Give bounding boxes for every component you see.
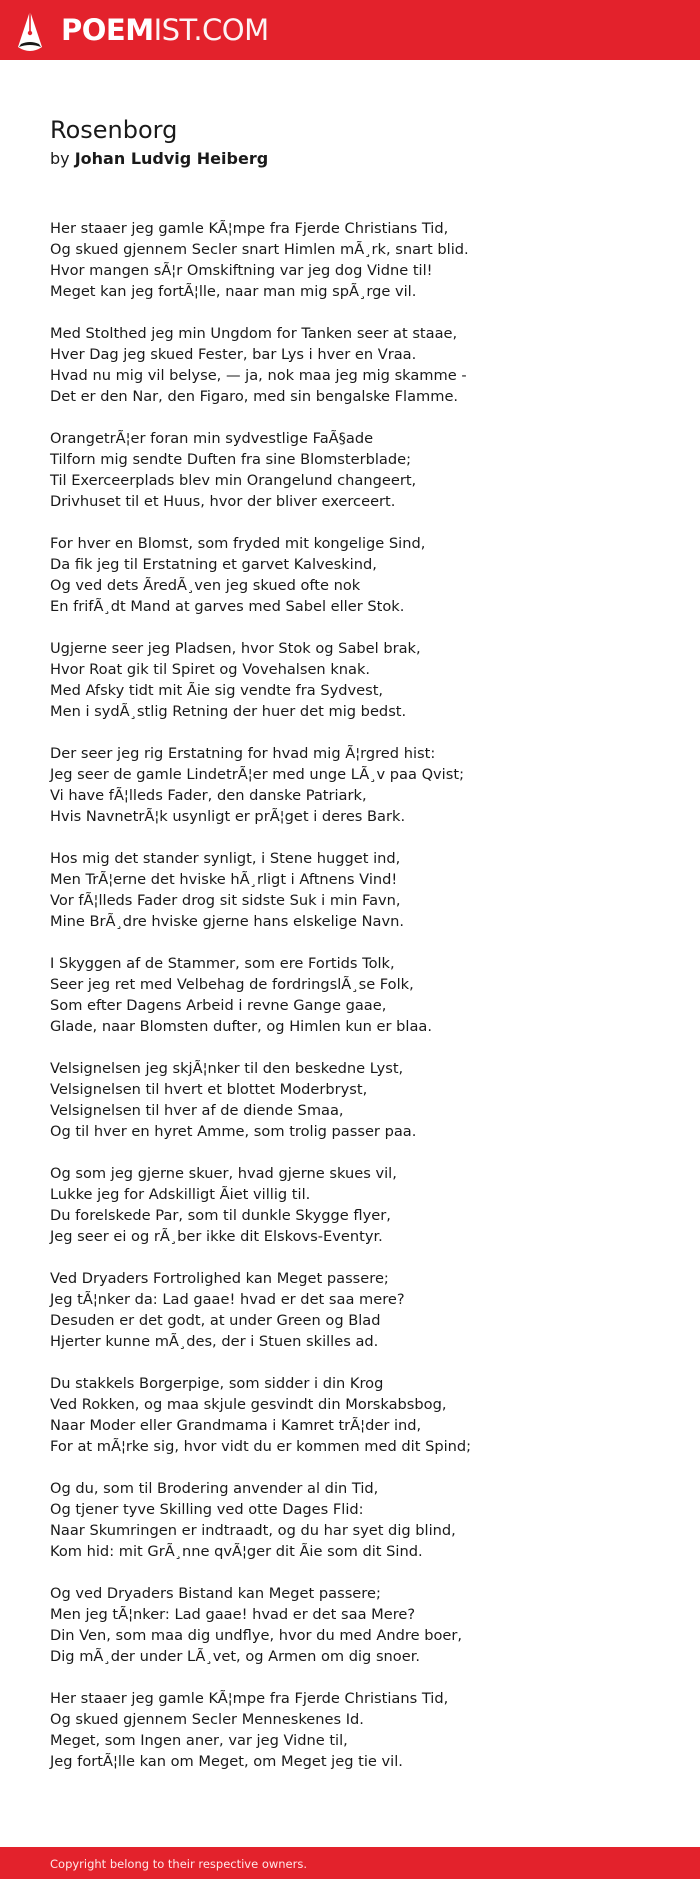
poem-line: Tilforn mig sendte Duften fra sine Blomsterblade; xyxy=(50,451,412,468)
poem-stanza xyxy=(50,218,670,302)
poem-stanza xyxy=(50,323,670,407)
poem-line: Vor fÃ¦lleds Fader drog sit sidste Suk i min Favn, xyxy=(50,892,401,909)
poem-line: Jeg seer ei og rÃ¸ber ikke dit Elskovs-Eventyr. xyxy=(50,1228,383,1245)
poem-line: Du forelskede Par, som til dunkle Skygge flyer, xyxy=(50,1207,391,1224)
poem-line: Og du, som til Brodering anvender al din Tid, xyxy=(50,1480,379,1497)
poem-line: Jeg tÃ¦nker da: Lad gaae! hvad er det saa mere? xyxy=(50,1291,405,1308)
poem-line: Din Ven, som maa dig undflye, hvor du med Andre boer, xyxy=(50,1627,463,1644)
poem-line: Ved Rokken, og maa skjule gesvindt din Morskabsbog, xyxy=(50,1396,447,1413)
poem-line: Og skued gjennem Secler snart Himlen mÃ¸rk, snart blid. xyxy=(50,241,469,258)
poem-byline xyxy=(50,148,268,170)
poem-stanza xyxy=(50,1268,670,1352)
poem-line: Hver Dag jeg skued Fester, bar Lys i hver en Vraa. xyxy=(50,346,417,363)
poem-line: Men jeg tÃ¦nker: Lad gaae! hvad er det saa Mere? xyxy=(50,1606,416,1623)
poem-line: Med Afsky tidt mit Ãie sig vendte fra Sydvest, xyxy=(50,682,384,699)
poem-line: Og ved dets ÃredÃ¸ven jeg skued ofte nok xyxy=(50,577,361,594)
poem-line: Hvor Roat gik til Spiret og Vovehalsen knak. xyxy=(50,661,371,678)
brand-name-bold: POEM xyxy=(61,13,154,47)
poem-line: Jeg seer de gamle LindetrÃ¦er med unge LÃ¸v paa Qvist; xyxy=(50,766,464,783)
poem-line: Dig mÃ¸der under LÃ¸vet, og Armen om dig snoer. xyxy=(50,1648,421,1665)
poem-line: Hvad nu mig vil belyse, — ja, nok maa jeg mig skamme - xyxy=(50,367,467,384)
author-name[interactable]: Johan Ludvig Heiberg xyxy=(74,149,269,168)
poem-stanza xyxy=(50,533,670,617)
poem-line: Drivhuset til et Huus, hvor der bliver exerceert. xyxy=(50,493,396,510)
poem-line: Da fik jeg til Erstatning et garvet Kalveskind, xyxy=(50,556,377,573)
poem-stanza xyxy=(50,1583,670,1667)
poem-stanza xyxy=(50,1688,670,1772)
poem-stanza xyxy=(50,743,670,827)
poem-line: Ved Dryaders Fortrolighed kan Meget passere; xyxy=(50,1270,389,1287)
poem-line: Meget, som Ingen aner, var jeg Vidne til, xyxy=(50,1732,348,1749)
poem-line: Hvis NavnetrÃ¦k usynligt er prÃ¦get i deres Bark. xyxy=(50,808,406,825)
poem-line: Men i sydÃ¸stlig Retning der huer det mig bedst. xyxy=(50,703,407,720)
poem-line: Som efter Dagens Arbeid i revne Gange gaae, xyxy=(50,997,387,1014)
poem-line: Her staaer jeg gamle KÃ¦mpe fra Fjerde Christians Tid, xyxy=(50,220,449,237)
poem-line: Og tjener tyve Skilling ved otte Dages Flid: xyxy=(50,1501,364,1518)
poem-line: En frifÃ¸dt Mand at garves med Sabel eller Stok. xyxy=(50,598,405,615)
poem-line: Ugjerne seer jeg Pladsen, hvor Stok og Sabel brak, xyxy=(50,640,421,657)
poem-stanza xyxy=(50,638,670,722)
poem-line: Velsignelsen til hver af de diende Smaa, xyxy=(50,1102,344,1119)
poem-line: Kom hid: mit GrÃ¸nne qvÃ¦ger dit Ãie som dit Sind. xyxy=(50,1543,423,1560)
poem-stanza xyxy=(50,1373,670,1457)
poem-line: Seer jeg ret med Velbehag de fordringslÃ¸se Folk, xyxy=(50,976,414,993)
poem-line: Med Stolthed jeg min Ungdom for Tanken seer at staae, xyxy=(50,325,458,342)
poem-stanza xyxy=(50,848,670,932)
poem-line: Men TrÃ¦erne det hviske hÃ¸rligt i Aftnens Vind! xyxy=(50,871,398,888)
poem-stanza xyxy=(50,953,670,1037)
poem-line: Og ved Dryaders Bistand kan Meget passere; xyxy=(50,1585,381,1602)
poem-stanza xyxy=(50,1478,670,1562)
brand-name-light: IST.COM xyxy=(153,13,269,47)
poem-line: Det er den Nar, den Figaro, med sin bengalske Flamme. xyxy=(50,388,459,405)
poem-line: For hver en Blomst, som fryded mit kongelige Sind, xyxy=(50,535,426,552)
poem-line: Hos mig det stander synligt, i Stene hugget ind, xyxy=(50,850,401,867)
poem-line: I Skyggen af de Stammer, som ere Fortids Tolk, xyxy=(50,955,395,972)
poem-stanza xyxy=(50,1163,670,1247)
poem-line: Naar Moder eller Grandmama i Kamret trÃ¦der ind, xyxy=(50,1417,422,1434)
site-header xyxy=(0,0,700,60)
poem-line: OrangetrÃ¦er foran min sydvestlige FaÃ§ade xyxy=(50,430,374,447)
poem-body xyxy=(50,218,670,1793)
pen-nib-icon[interactable] xyxy=(16,10,44,52)
poem-stanza xyxy=(50,1058,670,1142)
poem-line: Og som jeg gjerne skuer, hvad gjerne skues vil, xyxy=(50,1165,397,1182)
poem-line: Lukke jeg for Adskilligt Ãiet villig til. xyxy=(50,1186,311,1203)
by-label: by xyxy=(50,149,70,168)
poem-line: Til Exerceerplads blev min Orangelund changeert, xyxy=(50,472,417,489)
poem-line: Jeg fortÃ¦lle kan om Meget, om Meget jeg tie vil. xyxy=(50,1753,403,1770)
poem-line: Desuden er det godt, at under Green og Blad xyxy=(50,1312,381,1329)
poem-line: Du stakkels Borgerpige, som sidder i din Krog xyxy=(50,1375,384,1392)
poem-line: Hvor mangen sÃ¦r Omskiftning var jeg dog Vidne til! xyxy=(50,262,433,279)
poem-stanza xyxy=(50,428,670,512)
poem-title: Rosenborg xyxy=(50,116,178,144)
poem-line: Og til hver en hyret Amme, som trolig passer paa. xyxy=(50,1123,417,1140)
poem-line: Naar Skumringen er indtraadt, og du har syet dig blind, xyxy=(50,1522,456,1539)
copyright-notice: Copyright belong to their respective owners. xyxy=(50,1857,308,1871)
poem-line: Velsignelsen jeg skjÃ¦nker til den beskedne Lyst, xyxy=(50,1060,404,1077)
poem-line: Mine BrÃ¸dre hviske gjerne hans elskelige Navn. xyxy=(50,913,404,930)
poem-line: Meget kan jeg fortÃ¦lle, naar man mig spÃ¸rge vil. xyxy=(50,283,417,300)
poem-line: Der seer jeg rig Erstatning for hvad mig Ã¦rgred hist: xyxy=(50,745,436,762)
poem-line: Velsignelsen til hvert et blottet Moderbryst, xyxy=(50,1081,368,1098)
poem-line: Vi have fÃ¦lleds Fader, den danske Patriark, xyxy=(50,787,367,804)
poem-line: For at mÃ¦rke sig, hvor vidt du er kommen med dit Spind; xyxy=(50,1438,472,1455)
site-logo-wordmark[interactable] xyxy=(61,12,269,48)
poem-line: Hjerter kunne mÃ¸des, der i Stuen skilles ad. xyxy=(50,1333,379,1350)
site-footer xyxy=(0,1847,700,1879)
poem-line: Glade, naar Blomsten dufter, og Himlen kun er blaa. xyxy=(50,1018,432,1035)
poem-line: Her staaer jeg gamle KÃ¦mpe fra Fjerde Christians Tid, xyxy=(50,1690,449,1707)
poem-line: Og skued gjennem Secler Menneskenes Id. xyxy=(50,1711,364,1728)
